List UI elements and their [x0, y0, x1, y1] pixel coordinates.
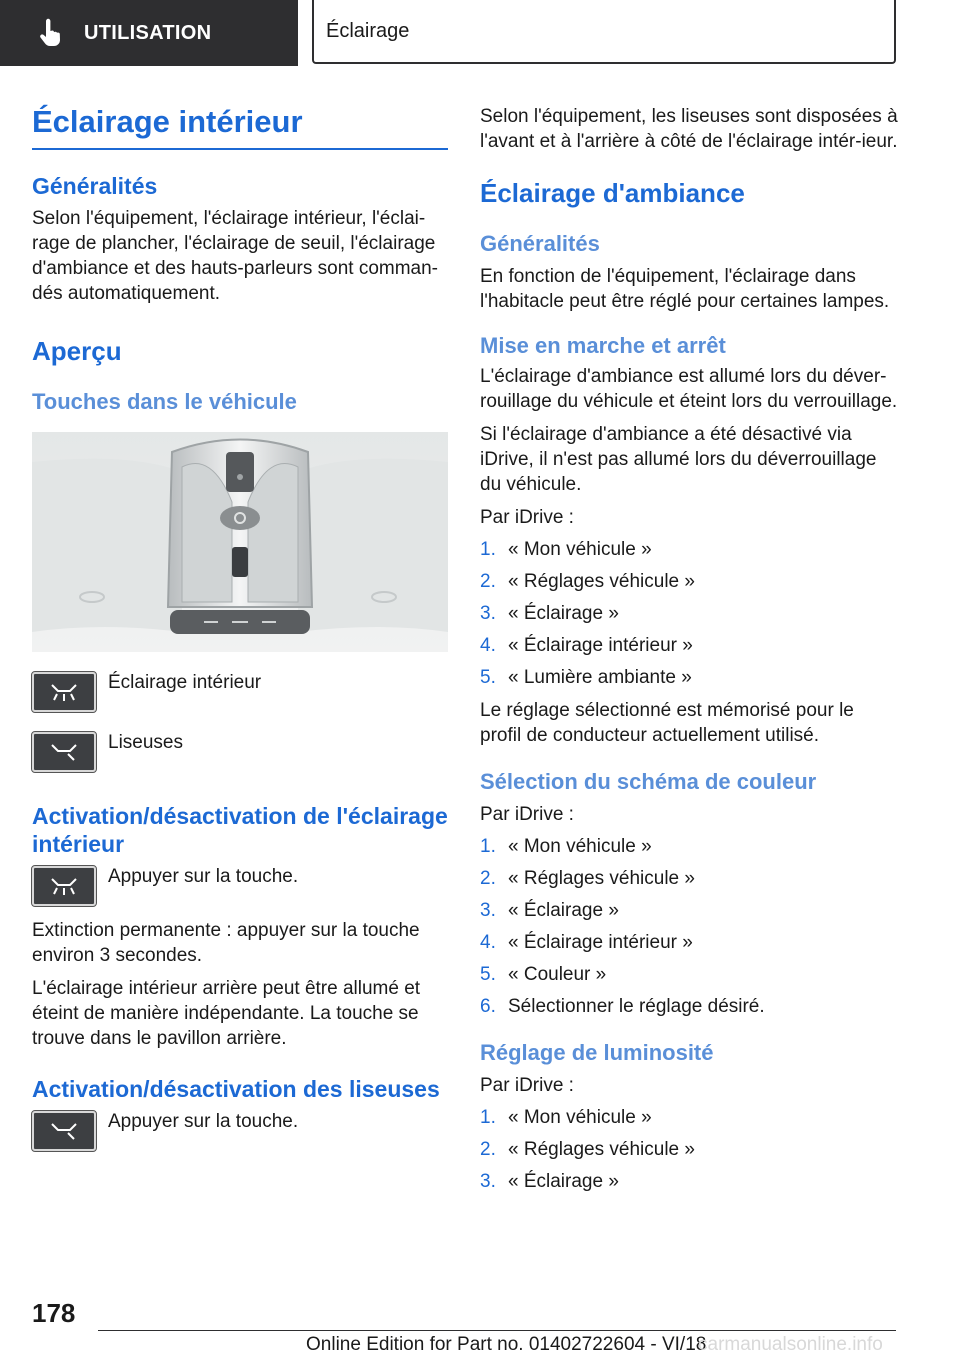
activation-reading-heading: Activation/désactivation des liseuses: [32, 1076, 440, 1102]
overhead-console-illustration: [32, 432, 448, 652]
generalites-text: Selon l'équipement, l'éclairage intérieur, l'éclai-rage de plancher, l'éclairage de seuil, l'éclairage d'ambiance et des hauts-parleurs sont comman-dés automatiquement.: [32, 208, 438, 304]
list-item: 2. « Réglages véhicule »: [480, 571, 695, 592]
touches-heading: Touches dans le véhicule: [32, 389, 297, 414]
marche-arret-heading: Mise en marche et arrêt: [480, 333, 726, 358]
couleur-steps-list: [480, 834, 900, 1019]
marche-text-1: L'éclairage d'ambiance est allumé lors du déver-rouillage du véhicule et éteint lors du verrouillage.: [480, 366, 898, 412]
activation-reading-row: [32, 1111, 448, 1151]
generalites-heading: Généralités: [32, 173, 158, 199]
extinction-text: Extinction permanente : appuyer sur la touche environ 3 secondes.: [32, 920, 420, 966]
reading-light-key-row: [32, 732, 448, 772]
edition-text: Online Edition for Part no. 01402722604 - VI/18: [306, 1334, 707, 1355]
par-idrive-1: Par iDrive :: [480, 507, 574, 528]
interior-light-label: Éclairage intérieur: [108, 672, 262, 693]
interior-light-key-row: [32, 672, 448, 712]
list-item: 5. « Lumière ambiante »: [480, 667, 692, 688]
list-item: 3. « Éclairage »: [480, 603, 619, 624]
par-idrive-3: Par iDrive :: [480, 1075, 574, 1096]
apercu-heading: Aperçu: [32, 336, 122, 366]
page-title: Éclairage intérieur: [32, 100, 448, 150]
topic-title: Éclairage: [326, 19, 410, 42]
couleur-heading: Sélection du schéma de couleur: [480, 769, 817, 794]
section-tab: [0, 0, 298, 66]
list-item: 3. « Éclairage »: [480, 1171, 619, 1192]
luminosite-heading: Réglage de luminosité: [480, 1040, 714, 1065]
list-item: 1. « Mon véhicule »: [480, 836, 652, 857]
reading-light-label: Liseuses: [108, 732, 183, 753]
right-column: [480, 100, 900, 1194]
interior-light-icon: [32, 672, 96, 712]
ambiance-generalites-heading: Généralités: [480, 231, 600, 256]
page-number: 178: [32, 1298, 76, 1328]
list-item: 2. « Réglages véhicule »: [480, 868, 695, 889]
list-item: 4. « Éclairage intérieur »: [480, 932, 693, 953]
activation-interior-text: Appuyer sur la touche.: [108, 866, 299, 887]
topic-tab: [312, 0, 896, 64]
rear-light-text: L'éclairage intérieur arrière peut être allumé et éteint de manière indépendante. La touche se trouve dans le pavillon arrière.: [32, 978, 421, 1049]
left-column: [32, 100, 448, 1151]
list-item: 6. Sélectionner le réglage désiré.: [480, 996, 765, 1017]
reading-light-icon: [32, 732, 96, 772]
luminosite-steps-list: [480, 1105, 900, 1194]
watermark-text: carmanualsonline.info: [698, 1334, 883, 1355]
par-idrive-2: Par iDrive :: [480, 804, 574, 825]
list-item: 2. « Réglages véhicule »: [480, 1139, 695, 1160]
page-header: [0, 0, 960, 66]
activation-reading-text: Appuyer sur la touche.: [108, 1111, 299, 1132]
list-item: 5. « Couleur »: [480, 964, 607, 985]
interior-light-icon: [32, 866, 96, 906]
reading-light-icon: [32, 1111, 96, 1151]
marche-text-2: Si l'éclairage d'ambiance a été désactivé via iDrive, il n'est pas allumé lors du déverrouillage du véhicule.: [480, 424, 877, 495]
ambiance-steps-list: [480, 537, 900, 690]
activation-interior-row: [32, 866, 448, 906]
overhead-console-photo: [32, 432, 448, 652]
memorise-text: Le réglage sélectionné est mémorisé pour le profil de conducteur actuellement utilisé.: [480, 700, 854, 746]
section-title: UTILISATION: [84, 21, 212, 44]
list-item: 3. « Éclairage »: [480, 900, 619, 921]
ambiance-generalites-text: En fonction de l'équipement, l'éclairage dans l'habitacle peut être réglé pour certaines lampes.: [480, 266, 890, 312]
ambiance-heading: Éclairage d'ambiance: [480, 178, 745, 208]
footer-divider: [98, 1330, 896, 1331]
hand-pointer-icon: [36, 18, 66, 48]
activation-interior-heading: Activation/désactivation de l'éclairage intérieur: [32, 803, 448, 857]
reading-lights-intro: Selon l'équipement, les liseuses sont disposées à l'avant et à l'arrière à côté de l'éclairage intér-ieur.: [480, 106, 898, 152]
list-item: 1. « Mon véhicule »: [480, 539, 652, 560]
list-item: 1. « Mon véhicule »: [480, 1107, 652, 1128]
list-item: 4. « Éclairage intérieur »: [480, 635, 693, 656]
